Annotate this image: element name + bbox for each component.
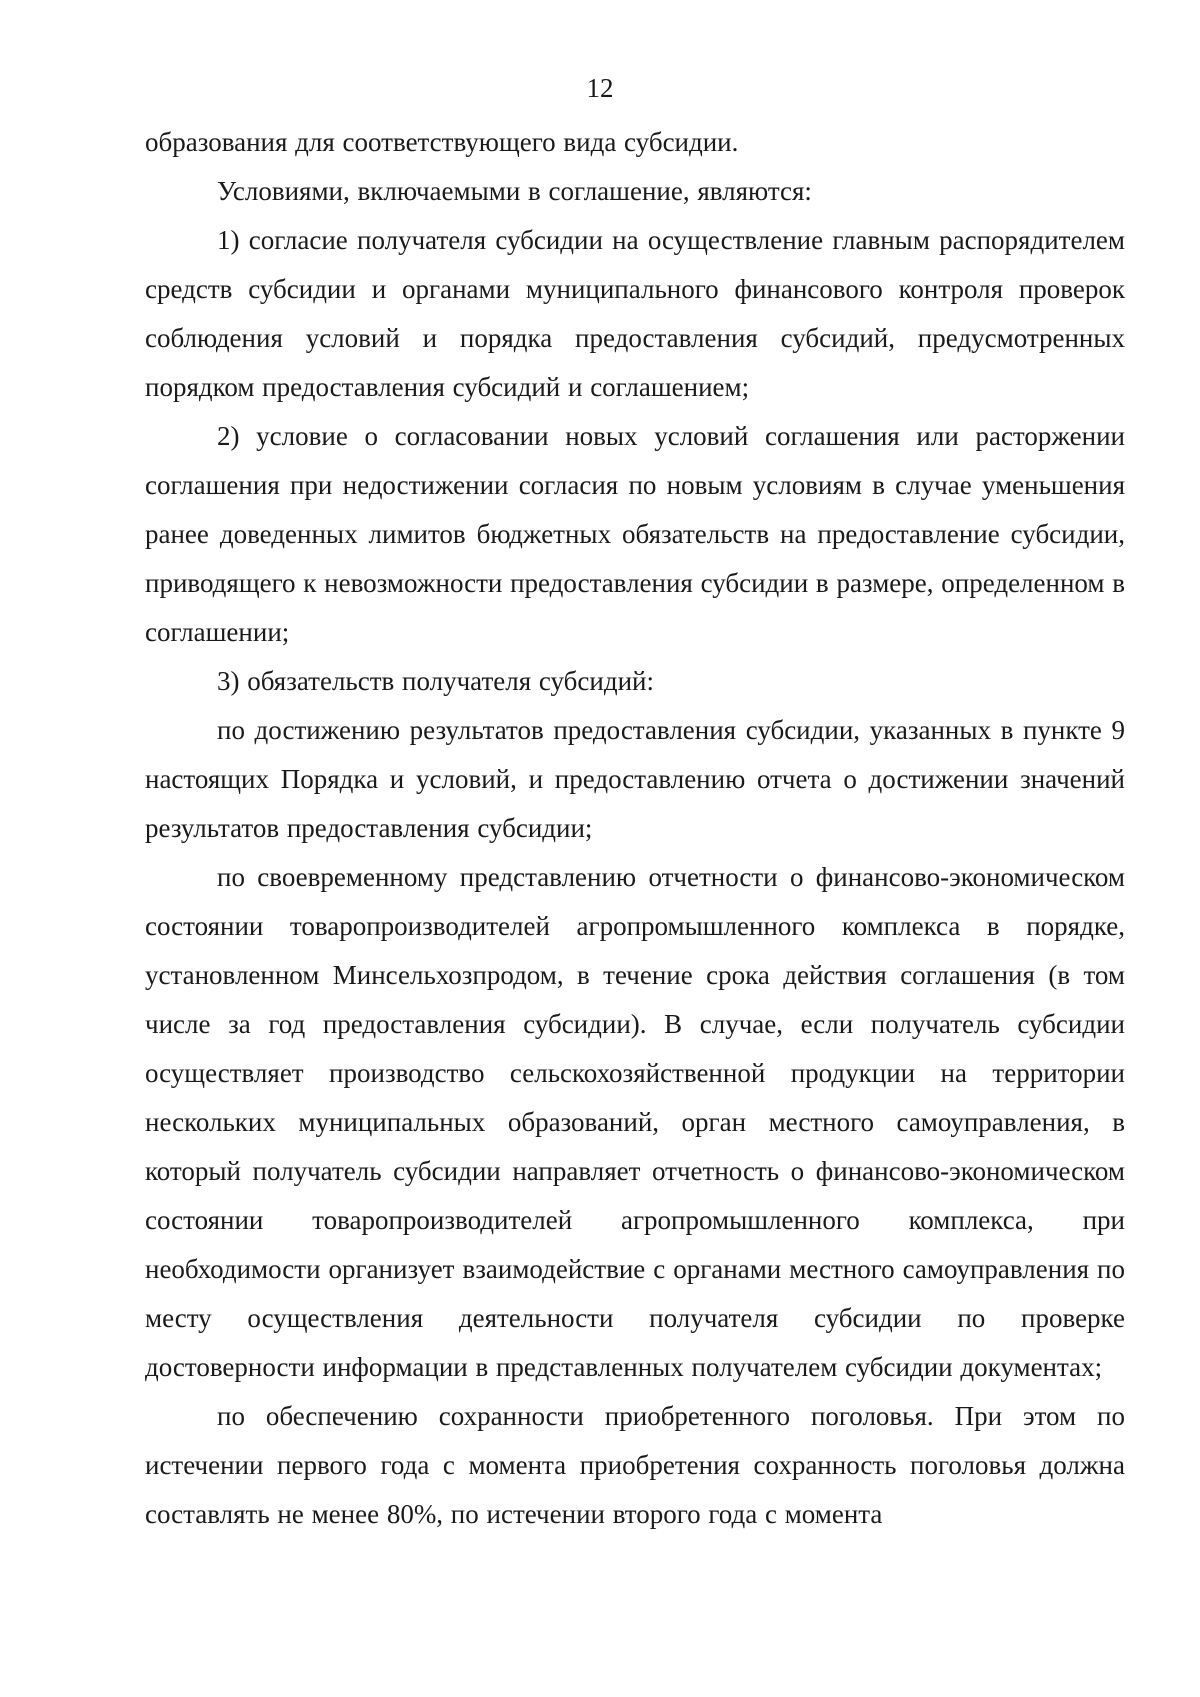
- paragraph: образования для соответствующего вида субсидии.: [145, 127, 739, 157]
- paragraph: Условиями, включаемыми в соглашение, являются:: [217, 176, 812, 206]
- paragraph: 1) согласие получателя субсидии на осуществление главным распорядителем средств субсидии и органами муниципального финансового контроля проверок соблюдения условий и порядка предоставления субсидий, предусмотренных порядком предоставления субсидий и соглашением;: [145, 225, 1125, 402]
- paragraph: 3) обязательств получателя субсидий:: [217, 666, 654, 696]
- paragraph: 2) условие о согласовании новых условий соглашения или расторжении соглашения при недостижении согласия по новым условиям в случае уменьшения ранее доведенных лимитов бюджетных обязательств на предоставление субсидии, приводящего к невозможности предоставления субсидии в размере, определенном в соглашении;: [145, 421, 1125, 647]
- document-body: [145, 118, 1125, 1539]
- paragraph: по достижению результатов предоставления субсидии, указанных в пункте 9 настоящих Порядка и условий, и предоставлению отчета о достижении значений результатов предоставления субсидии;: [145, 715, 1125, 843]
- paragraph: по обеспечению сохранности приобретенного поголовья. При этом по истечении первого года с момента приобретения сохранность поголовья должна составлять не менее 80%, по истечении второго года с момента: [145, 1401, 1125, 1529]
- paragraph: по своевременному представлению отчетности о финансово-экономическом состоянии товаропроизводителей агропромышленного комплекса в порядке, установленном Минсельхозпродом, в течение срока действия соглашения (в том числе за год предоставления субсидии). В случае, если получатель субсидии осуществляет производство сельскохозяйственной продукции на территории нескольких муниципальных образований, орган местного самоуправления, в который получатель субсидии направляет отчетность о финансово-экономическом состоянии товаропроизводителей агропромышленного комплекса, при необходимости организует взаимодействие с органами местного самоуправления по месту осуществления деятельности получателя субсидии по проверке достоверности информации в представленных получателем субсидии документах;: [145, 862, 1125, 1382]
- page-number: 12: [586, 73, 614, 103]
